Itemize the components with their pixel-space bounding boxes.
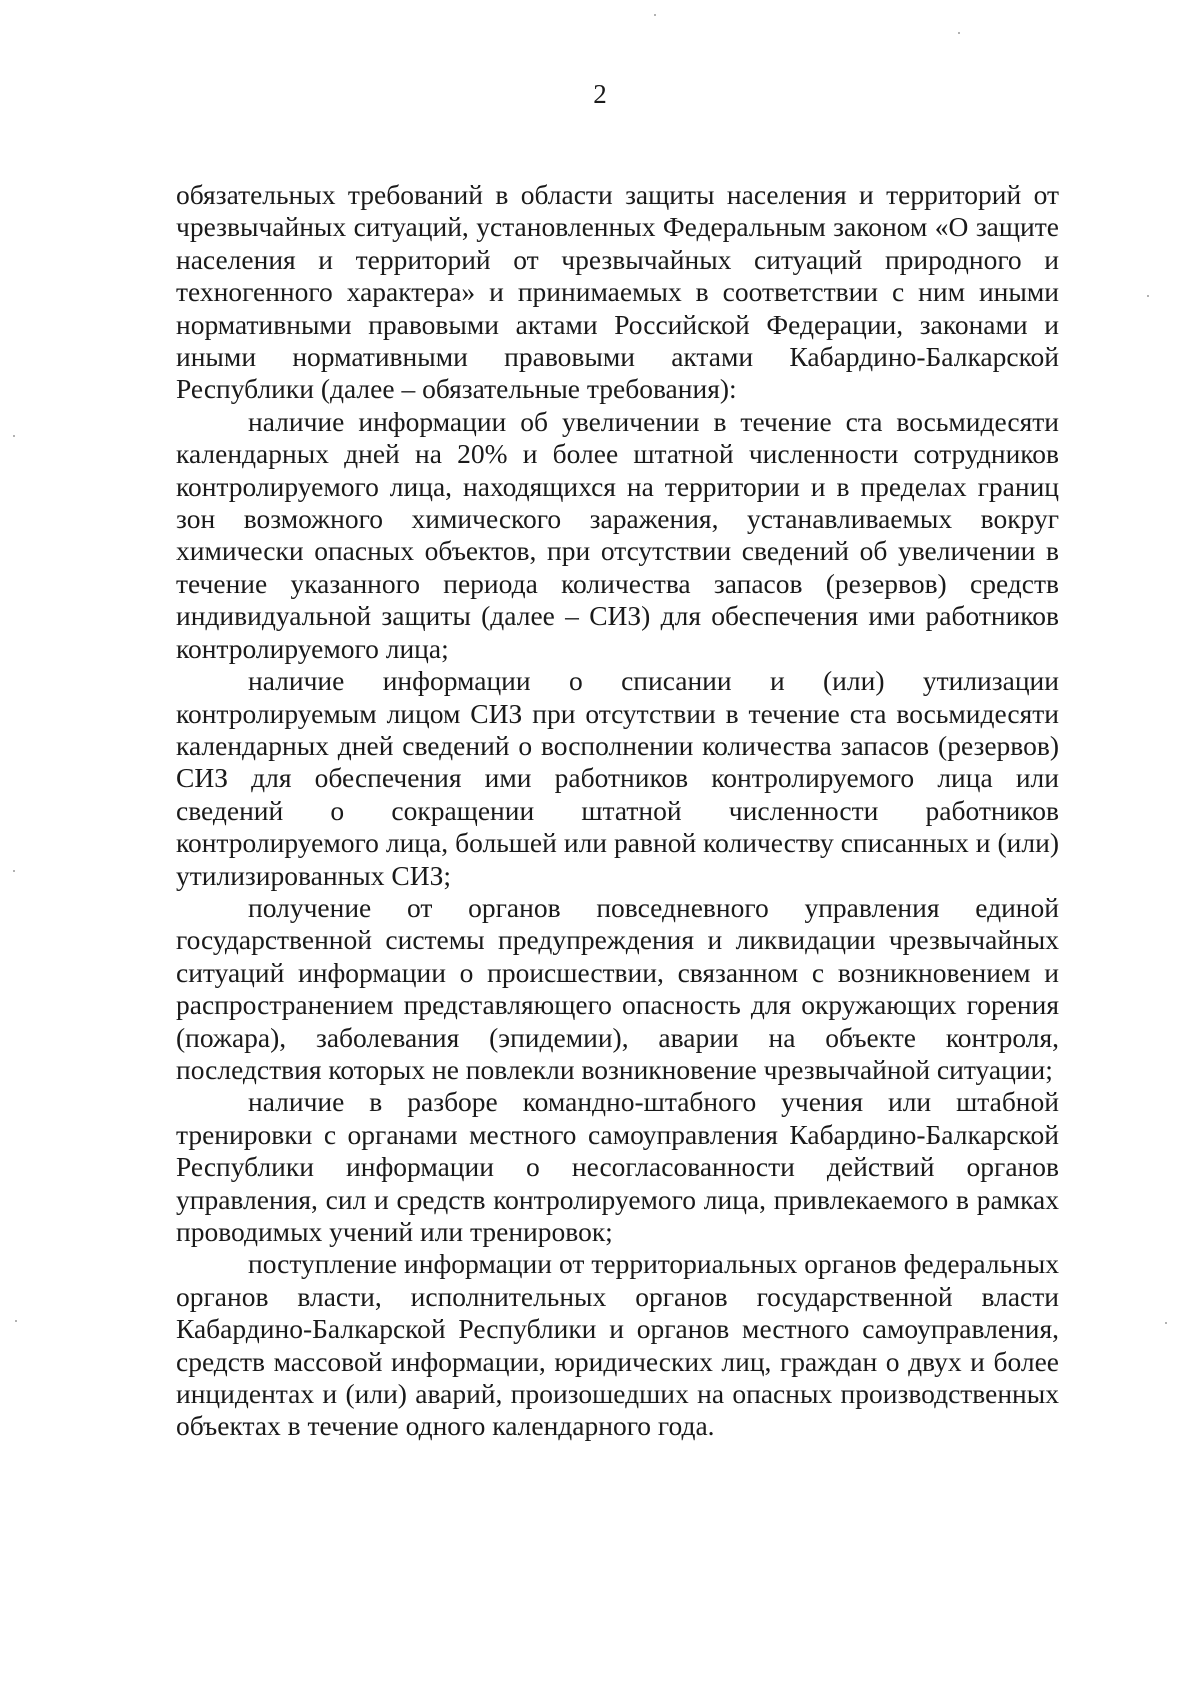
scan-speck — [958, 32, 960, 34]
page-number: 2 — [593, 79, 607, 109]
scan-speck — [1165, 1322, 1167, 1324]
scan-speck — [13, 435, 15, 437]
paragraph-item-3: получение от органов повседневного управления единой государственной системы предупреждения и ликвидации чрезвычайных ситуаций информации о происшествии, связанном с возникновением и распространением представляющего опасность для окружающих горения (пожара), заболевания (эпидемии), аварии на объекте контроля, последствия которых не повлекли возникновение чрезвычайной ситуации; — [176, 891, 1059, 1085]
paragraph-item-1: наличие информации об увеличении в течение ста восьмидесяти календарных дней на 20% и более штатной численности сотрудников контролируемого лица, находящихся на территории и в пределах границ зон возможного химического заражения, устанавливаемых вокруг химически опасных объектов, при отсутствии сведений об увеличении в течение указанного периода количества запасов (резервов) средств индивидуальной защиты (далее – СИЗ) для обеспечения ими работников контролируемого лица; — [176, 405, 1059, 664]
scan-speck — [1147, 295, 1149, 297]
paragraph-item-2: наличие информации о списании и (или) утилизации контролируемым лицом СИЗ при отсутствии в течение ста восьмидесяти календарных дней сведений о восполнении количества запасов (резервов) СИЗ для обеспечения ими работников контролируемого лица или сведений о сокращении штатной численности работников контролируемого лица, большей или равной количеству списанных и (или) утилизированных СИЗ; — [176, 665, 1059, 891]
scan-speck — [13, 870, 15, 872]
paragraph-intro: обязательных требований в области защиты населения и территорий от чрезвычайных ситуаций, установленных Федеральным законом «О защите населения и территорий от чрезвычайных ситуаций природного и техногенного характера» и принимаемых в соответствии с ним иными нормативными правовыми актами Российской Федерации, законами и иными нормативными правовыми актами Кабардино-Балкарской Республики (далее – обязательные требования): — [176, 179, 1059, 405]
paragraph-item-4: наличие в разборе командно-штабного учения или штабной тренировки с органами местного самоуправления Кабардино-Балкарской Республики информации о несогласованности действий органов управления, сил и средств контролируемого лица, привлекаемого в рамках проводимых учений или тренировок; — [176, 1086, 1059, 1247]
scan-speck — [15, 1320, 17, 1322]
scan-speck — [654, 14, 656, 16]
document-body — [176, 179, 1059, 1443]
paragraph-item-5: поступление информации от территориальных органов федеральных органов власти, исполнительных органов государственной власти Кабардино-Балкарской Республики и органов местного самоуправления, средств массовой информации, юридических лиц, граждан о двух и более инцидентах и (или) аварий, произошедших на опасных производственных объектах в течение одного календарного года. — [176, 1248, 1059, 1442]
